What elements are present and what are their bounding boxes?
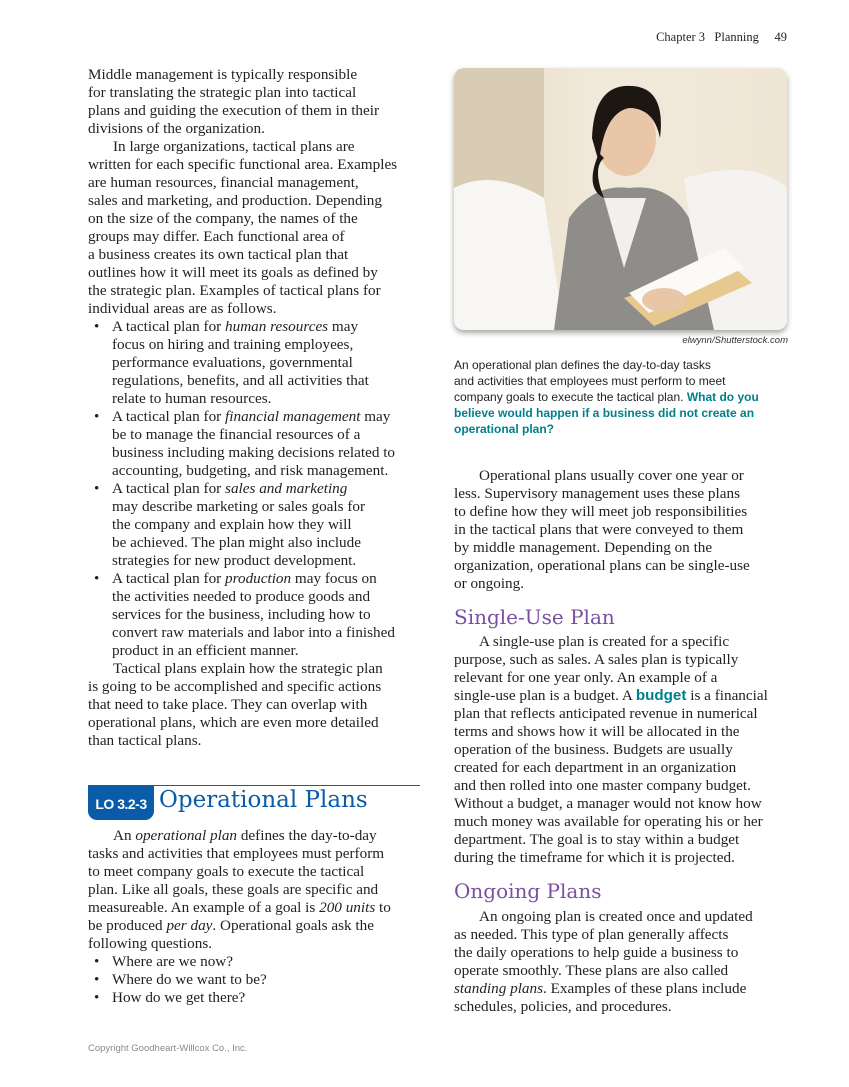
italic-term: production (225, 570, 292, 587)
photo-credit: elwynn/Shutterstock.com (682, 335, 788, 346)
bullet-item (88, 408, 397, 426)
italic-term: human resources (225, 318, 329, 335)
text-line: department. The goal is to stay within a budget (454, 831, 740, 848)
text-line: in the tactical plans that were conveyed to them (454, 521, 744, 538)
text-segment: strategies for new product development. (112, 552, 357, 569)
text-line (88, 917, 391, 935)
text-segment: A tactical plan for (112, 318, 226, 335)
chapter-label: Chapter 3 (656, 30, 706, 44)
text-segment: Operational plans usually cover one year or (479, 467, 744, 484)
text-line (88, 899, 391, 917)
text-segment: may describe marketing or sales goals for (112, 498, 366, 515)
text-line: Middle management is typically responsible (88, 66, 358, 83)
italic-term: 200 units (319, 899, 376, 916)
text-line: are human resources, financial management, (88, 174, 359, 191)
text-segment: A tactical plan for (112, 408, 226, 425)
text-line: terms and shows how it will be allocated in the (454, 723, 740, 740)
text-line (454, 373, 759, 389)
caption-question: What do you (686, 390, 759, 404)
text-segment: is a financial (686, 687, 768, 704)
text-line: plan. Like all goals, these goals are specific and (88, 881, 379, 898)
text-line: operate smoothly. These plans are also called (454, 962, 729, 979)
text-line (88, 462, 397, 480)
ongoing-heading: Ongoing Plans (454, 879, 602, 903)
text-line: operation of the business. Budgets are usually (454, 741, 733, 758)
text-segment: accounting, budgeting, and risk management. (112, 462, 389, 479)
text-segment: performance evaluations, governmental (112, 354, 353, 371)
text-line (88, 534, 397, 552)
text-segment: business including making decisions related to (112, 444, 396, 461)
single-use-heading: Single-Use Plan (454, 605, 615, 629)
text-line (454, 389, 759, 405)
text-line: written for each specific functional area. Examples (88, 156, 398, 173)
text-line (88, 552, 397, 570)
text-segment: single-use plan is a budget. A (454, 687, 636, 704)
copyright-footer: Copyright Goodheart-Willcox Co., Inc. (88, 1043, 248, 1054)
text-segment: to (375, 899, 391, 916)
text-line: plan that reflects anticipated revenue in numerical (454, 705, 758, 722)
key-term: budget (635, 687, 687, 704)
bullet-item (88, 570, 397, 588)
text-line (454, 980, 753, 998)
lo-badge: LO 3.2-3 (88, 786, 154, 820)
text-line: by middle management. Depending on the (454, 539, 713, 556)
caption-question: operational plan? (454, 422, 555, 436)
text-line (454, 687, 768, 705)
text-segment: relate to human resources. (112, 390, 272, 407)
text-line: than tactical plans. (88, 732, 202, 749)
text-segment: services for the business, including how to (112, 606, 371, 623)
chapter-title: Planning (714, 30, 759, 44)
text-segment: An ongoing plan is created once and updated (479, 908, 753, 925)
text-segment: How do we get there? (112, 989, 246, 1006)
photo-illustration (454, 68, 787, 330)
text-line (88, 606, 397, 624)
text-line: relevant for one year only. An example of a (454, 669, 718, 686)
text-line (454, 633, 768, 651)
text-line: schedules, policies, and procedures. (454, 998, 672, 1015)
text-line: plans and guiding the execution of them in their (88, 102, 380, 119)
text-segment: Tactical plans explain how the strategic plan (113, 660, 383, 677)
text-line (454, 405, 759, 421)
text-line: much money was available for operating his or her (454, 813, 763, 830)
right-intro-text (454, 467, 750, 593)
italic-term: operational plan (135, 827, 238, 844)
bullet-item (88, 480, 397, 498)
text-line (454, 357, 759, 373)
text-segment: regulations, benefits, and all activities that (112, 372, 369, 389)
text-line (88, 138, 397, 156)
text-line: Without a budget, a manager would not know how (454, 795, 762, 812)
figure-caption (454, 357, 759, 437)
text-segment: the activities needed to produce goods and (112, 588, 371, 605)
text-line: tasks and activities that employees must perform (88, 845, 385, 862)
bullet-item (88, 971, 391, 989)
text-line: organization, operational plans can be single-use (454, 557, 750, 574)
italic-term: standing plans (454, 980, 544, 997)
text-line: groups may differ. Each functional area of (88, 228, 345, 245)
text-line: the daily operations to help guide a business to (454, 944, 739, 961)
text-segment: may focus on (291, 570, 377, 587)
text-line (88, 660, 397, 678)
bullet-item (88, 989, 391, 1007)
text-segment: be to manage the financial resources of a (112, 426, 361, 443)
text-line: outlines how it will meet its goals as defined by (88, 264, 378, 281)
text-line (88, 498, 397, 516)
text-segment: A single-use plan is created for a specific (479, 633, 730, 650)
photo-woman-reading-clipboard (454, 68, 787, 330)
text-line (454, 467, 750, 485)
caption-question: believe would happen if a business did not create an (454, 406, 755, 420)
text-line: for translating the strategic plan into tactical (88, 84, 357, 101)
text-segment: company goals to execute the tactical plan. (454, 390, 687, 404)
text-line: or ongoing. (454, 575, 525, 592)
left-intro-text (88, 66, 397, 750)
text-segment: A tactical plan for (112, 570, 226, 587)
text-line (88, 516, 397, 534)
text-line: to meet company goals to execute the tactical (88, 863, 365, 880)
text-segment: product in an efficient manner. (112, 642, 299, 659)
text-segment: A tactical plan for (112, 480, 226, 497)
text-segment: An (113, 827, 136, 844)
ongoing-text (454, 908, 753, 1016)
text-segment: may (328, 318, 359, 335)
italic-term: sales and marketing (225, 480, 348, 497)
bullet-item (88, 953, 391, 971)
page-number: 49 (774, 30, 787, 44)
text-segment: focus on hiring and training employees, (112, 336, 354, 353)
text-line: individual areas are as follows. (88, 300, 277, 317)
section-heading: Operational Plans (159, 787, 368, 813)
text-line: operational plans, which are even more detailed (88, 714, 379, 731)
text-segment: be achieved. The plan might also include (112, 534, 361, 551)
text-segment: Where do we want to be? (112, 971, 267, 988)
text-line: on the size of the company, the names of the (88, 210, 358, 227)
text-segment: the company and explain how they will (112, 516, 352, 533)
text-line (88, 426, 397, 444)
text-line: purpose, such as sales. A sales plan is typically (454, 651, 739, 668)
text-line (88, 390, 397, 408)
text-segment: . Operational goals ask the (212, 917, 374, 934)
text-segment: defines the day-to-day (237, 827, 377, 844)
text-line (88, 827, 391, 845)
text-segment: may (360, 408, 391, 425)
text-line (454, 421, 759, 437)
text-segment: An operational plan defines the day-to-day tasks (454, 358, 711, 372)
text-segment: Where are we now? (112, 953, 234, 970)
text-line: as needed. This type of plan generally affects (454, 926, 729, 943)
text-line: to define how they will meet job responsibilities (454, 503, 748, 520)
text-line (88, 372, 397, 390)
italic-term: per day (166, 917, 213, 934)
text-line (88, 354, 397, 372)
text-segment: be produced (88, 917, 167, 934)
text-segment: and activities that employees must perform to meet (454, 374, 726, 388)
text-line (88, 624, 397, 642)
text-line: created for each department in an organization (454, 759, 737, 776)
text-line: a business creates its own tactical plan that (88, 246, 349, 263)
text-segment: measureable. An example of a goal is (88, 899, 320, 916)
text-segment: . Examples of these plans include (543, 980, 747, 997)
text-segment: In large organizations, tactical plans are (113, 138, 355, 155)
text-line (88, 588, 397, 606)
text-line: and then rolled into one master company budget. (454, 777, 751, 794)
text-line: during the timeframe for which it is projected. (454, 849, 735, 866)
text-line: the strategic plan. Examples of tactical plans for (88, 282, 381, 299)
bullet-item (88, 318, 397, 336)
text-line (88, 444, 397, 462)
text-line (454, 908, 753, 926)
text-line: is going to be accomplished and specific actions (88, 678, 382, 695)
text-line: following questions. (88, 935, 213, 952)
running-header (656, 30, 787, 45)
text-line (88, 642, 397, 660)
text-line: divisions of the organization. (88, 120, 265, 137)
text-line: sales and marketing, and production. Depending (88, 192, 382, 209)
italic-term: financial management (225, 408, 361, 425)
text-line: less. Supervisory management uses these plans (454, 485, 740, 502)
operational-plans-text (88, 827, 391, 1007)
text-line: that need to take place. They can overlap with (88, 696, 368, 713)
text-line (88, 336, 397, 354)
text-segment: convert raw materials and labor into a finished (112, 624, 395, 641)
single-use-text (454, 633, 768, 867)
